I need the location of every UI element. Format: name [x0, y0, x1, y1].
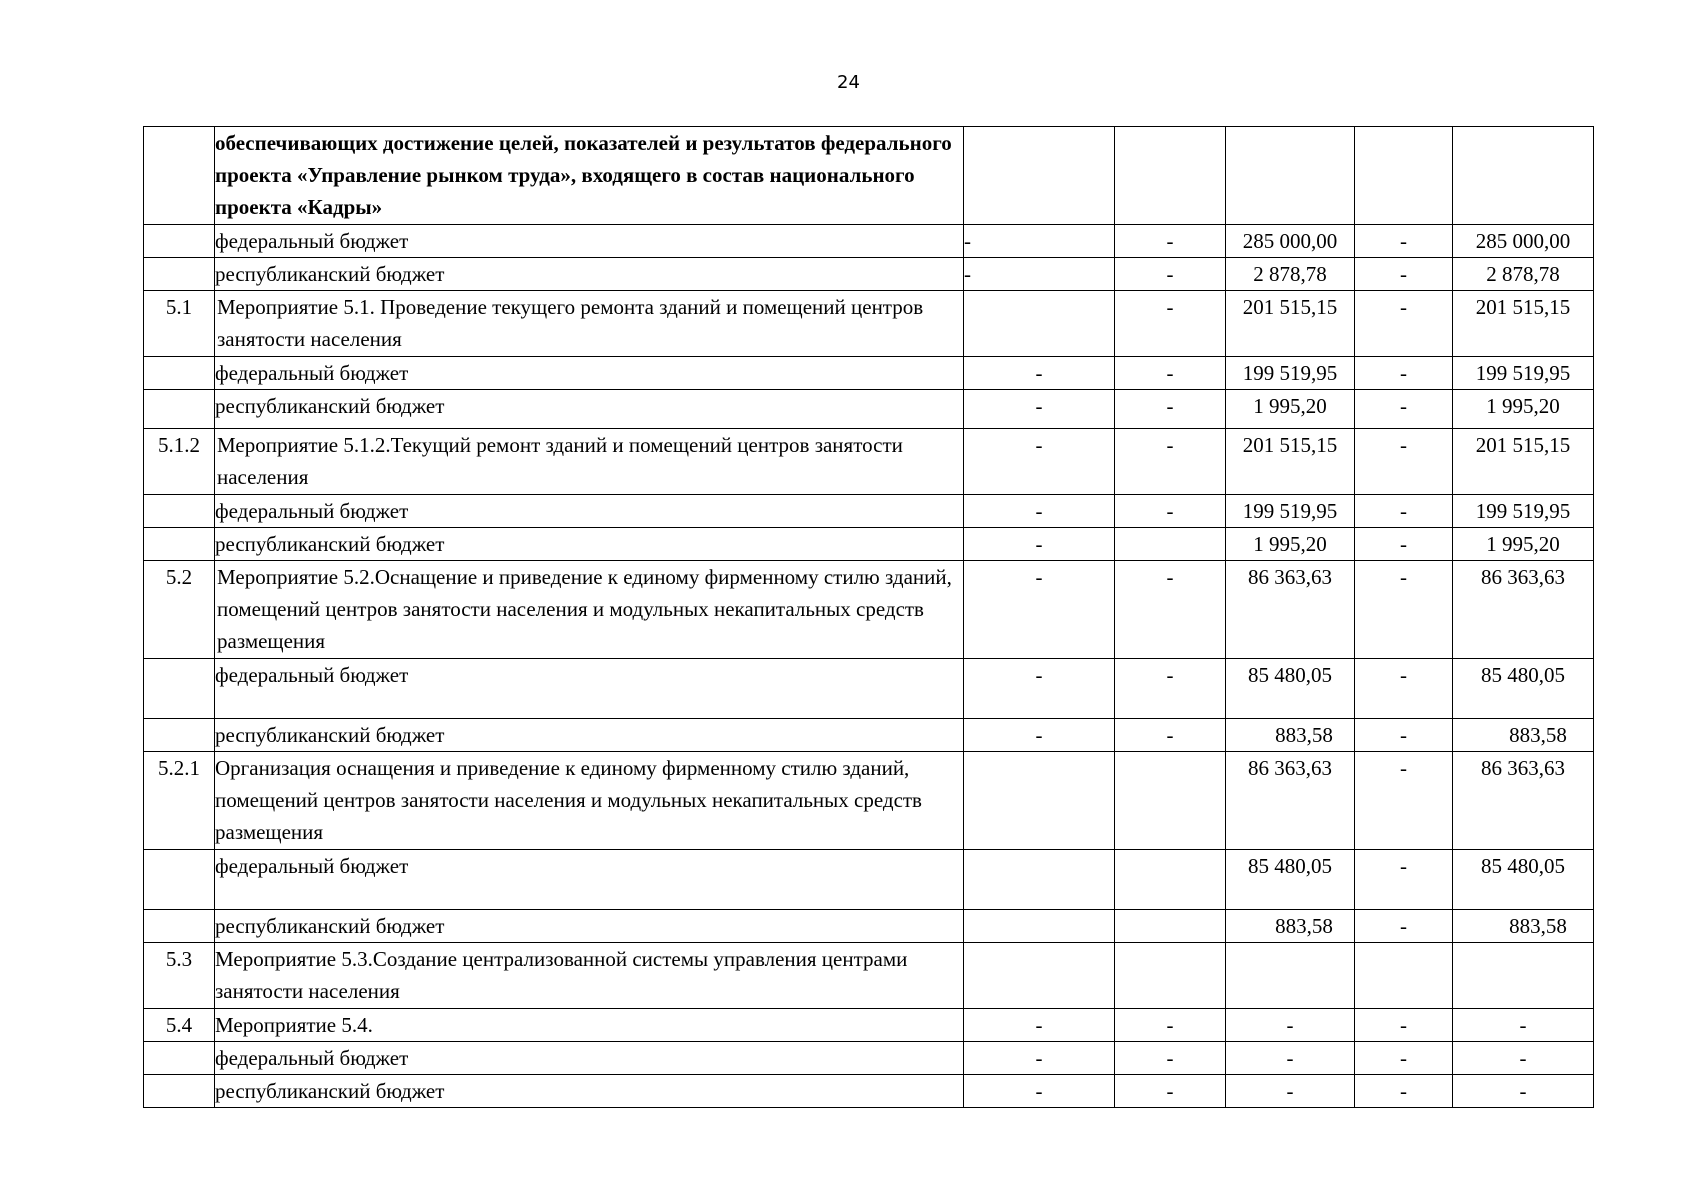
cell-value [1115, 850, 1226, 910]
row-title: республиканский бюджет [215, 1075, 964, 1108]
cell-value: - [1115, 429, 1226, 495]
table-row [144, 752, 1594, 850]
table-row [144, 719, 1594, 752]
cell-value: 2 878,78 [1453, 258, 1594, 291]
row-number [144, 659, 215, 719]
cell-value: - [964, 390, 1115, 429]
cell-value: - [1115, 495, 1226, 528]
cell-value [1115, 910, 1226, 943]
cell-value: - [964, 659, 1115, 719]
cell-value [1453, 127, 1594, 225]
cell-value: - [1115, 561, 1226, 659]
cell-value: 285 000,00 [1453, 225, 1594, 258]
cell-value: - [1453, 1075, 1594, 1108]
table-row [144, 943, 1594, 1009]
row-title: республиканский бюджет [215, 719, 964, 752]
budget-table [143, 126, 1594, 1108]
cell-value: 1 995,20 [1226, 528, 1355, 561]
row-title: федеральный бюджет [215, 659, 964, 719]
cell-value [964, 127, 1115, 225]
cell-value: 1 995,20 [1453, 390, 1594, 429]
cell-value: - [964, 258, 1115, 291]
table-row [144, 850, 1594, 910]
cell-value: - [1453, 1042, 1594, 1075]
cell-value: - [1115, 1075, 1226, 1108]
table-row [144, 291, 1594, 357]
cell-value [964, 943, 1115, 1009]
cell-value: - [1355, 357, 1453, 390]
cell-value: 1 995,20 [1453, 528, 1594, 561]
row-title: федеральный бюджет [215, 495, 964, 528]
cell-value: 199 519,95 [1226, 357, 1355, 390]
cell-value: 86 363,63 [1226, 561, 1355, 659]
row-title: федеральный бюджет [215, 225, 964, 258]
cell-value: - [1355, 719, 1453, 752]
cell-value: - [1355, 1009, 1453, 1042]
cell-value [1115, 528, 1226, 561]
row-number: 5.2.1 [144, 752, 215, 850]
cell-value: - [964, 225, 1115, 258]
cell-value [1355, 127, 1453, 225]
table-row [144, 1075, 1594, 1108]
cell-value [1453, 943, 1594, 1009]
cell-value: - [1355, 752, 1453, 850]
row-title: Мероприятие 5.3.Создание централизованной системы управления центрами занятости населения [215, 943, 964, 1009]
cell-value: - [1355, 429, 1453, 495]
cell-value: - [1355, 850, 1453, 910]
row-number: 5.1 [144, 291, 215, 357]
row-title: федеральный бюджет [215, 357, 964, 390]
cell-value: 883,58 [1226, 719, 1355, 752]
cell-value: - [1226, 1009, 1355, 1042]
cell-value [964, 752, 1115, 850]
table-row [144, 528, 1594, 561]
cell-value: - [1355, 659, 1453, 719]
table-row [144, 357, 1594, 390]
row-title: Мероприятие 5.1.2.Текущий ремонт зданий и помещений центров занятости населения [215, 429, 964, 495]
cell-value: 85 480,05 [1226, 850, 1355, 910]
cell-value: - [964, 357, 1115, 390]
row-title: обеспечивающих достижение целей, показателей и результатов федерального проекта «Управление рынком труда», входящего в состав национального проекта «Кадры» [215, 127, 964, 225]
row-title: федеральный бюджет [215, 1042, 964, 1075]
cell-value: - [1355, 910, 1453, 943]
cell-value: - [1355, 1075, 1453, 1108]
row-number [144, 357, 215, 390]
cell-value: - [964, 561, 1115, 659]
row-number [144, 127, 215, 225]
cell-value: 2 878,78 [1226, 258, 1355, 291]
cell-value [964, 910, 1115, 943]
cell-value: - [1115, 719, 1226, 752]
row-number [144, 495, 215, 528]
table-row [144, 1009, 1594, 1042]
row-number [144, 258, 215, 291]
cell-value: 85 480,05 [1453, 850, 1594, 910]
row-number [144, 910, 215, 943]
cell-value: - [1355, 225, 1453, 258]
row-number [144, 390, 215, 429]
row-title: Организация оснащения и приведение к единому фирменному стилю зданий, помещений центров занятости населения и модульных некапитальных средств размещения [215, 752, 964, 850]
cell-value: 201 515,15 [1453, 291, 1594, 357]
cell-value: - [1355, 258, 1453, 291]
cell-value: - [1355, 495, 1453, 528]
table-row [144, 429, 1594, 495]
row-title: федеральный бюджет [215, 850, 964, 910]
table-row [144, 561, 1594, 659]
row-title: республиканский бюджет [215, 910, 964, 943]
row-number [144, 850, 215, 910]
row-number [144, 1042, 215, 1075]
table-row [144, 225, 1594, 258]
page-number: 24 [837, 72, 860, 93]
row-title: Мероприятие 5.4. [215, 1009, 964, 1042]
cell-value: - [1453, 1009, 1594, 1042]
cell-value: 285 000,00 [1226, 225, 1355, 258]
row-title: республиканский бюджет [215, 390, 964, 429]
cell-value [1226, 127, 1355, 225]
cell-value: 201 515,15 [1226, 429, 1355, 495]
cell-value: - [1115, 659, 1226, 719]
cell-value: - [1115, 357, 1226, 390]
cell-value: 199 519,95 [1226, 495, 1355, 528]
cell-value: - [964, 528, 1115, 561]
table-row [144, 495, 1594, 528]
cell-value: - [1226, 1075, 1355, 1108]
cell-value: 86 363,63 [1453, 752, 1594, 850]
row-number [144, 528, 215, 561]
cell-value [1226, 943, 1355, 1009]
cell-value [1355, 943, 1453, 1009]
cell-value: 86 363,63 [1453, 561, 1594, 659]
cell-value: - [1115, 390, 1226, 429]
cell-value: 883,58 [1453, 719, 1594, 752]
row-title: республиканский бюджет [215, 258, 964, 291]
cell-value: - [1115, 225, 1226, 258]
table-row [144, 1042, 1594, 1075]
cell-value: - [964, 1009, 1115, 1042]
cell-value: 1 995,20 [1226, 390, 1355, 429]
row-title: Мероприятие 5.1. Проведение текущего ремонта зданий и помещений центров занятости населения [215, 291, 964, 357]
table-row [144, 390, 1594, 429]
cell-value: - [1115, 291, 1226, 357]
row-number [144, 719, 215, 752]
cell-value: - [964, 429, 1115, 495]
row-number [144, 225, 215, 258]
cell-value: - [964, 495, 1115, 528]
cell-value: - [1115, 258, 1226, 291]
cell-value: 199 519,95 [1453, 495, 1594, 528]
cell-value [1115, 127, 1226, 225]
cell-value: - [1355, 561, 1453, 659]
row-number: 5.1.2 [144, 429, 215, 495]
row-title: республиканский бюджет [215, 528, 964, 561]
cell-value [1115, 752, 1226, 850]
cell-value: - [1355, 291, 1453, 357]
cell-value: - [1355, 528, 1453, 561]
table-row [144, 127, 1594, 225]
cell-value: - [1115, 1009, 1226, 1042]
cell-value: 85 480,05 [1226, 659, 1355, 719]
table-row [144, 659, 1594, 719]
cell-value: 85 480,05 [1453, 659, 1594, 719]
cell-value: - [1226, 1042, 1355, 1075]
table-row [144, 258, 1594, 291]
cell-value: - [1355, 1042, 1453, 1075]
row-number [144, 1075, 215, 1108]
cell-value: - [964, 1042, 1115, 1075]
row-number: 5.3 [144, 943, 215, 1009]
cell-value: 199 519,95 [1453, 357, 1594, 390]
row-title: Мероприятие 5.2.Оснащение и приведение к единому фирменному стилю зданий, помещений центров занятости населения и модульных некапитальных средств размещения [215, 561, 964, 659]
cell-value: - [1115, 1042, 1226, 1075]
cell-value: 201 515,15 [1453, 429, 1594, 495]
row-number: 5.2 [144, 561, 215, 659]
cell-value: 86 363,63 [1226, 752, 1355, 850]
cell-value: 883,58 [1453, 910, 1594, 943]
cell-value: - [964, 1075, 1115, 1108]
row-number: 5.4 [144, 1009, 215, 1042]
cell-value: - [1355, 390, 1453, 429]
cell-value: - [964, 719, 1115, 752]
cell-value [964, 850, 1115, 910]
cell-value: 201 515,15 [1226, 291, 1355, 357]
table-row [144, 910, 1594, 943]
cell-value: 883,58 [1226, 910, 1355, 943]
cell-value [1115, 943, 1226, 1009]
cell-value [964, 291, 1115, 357]
